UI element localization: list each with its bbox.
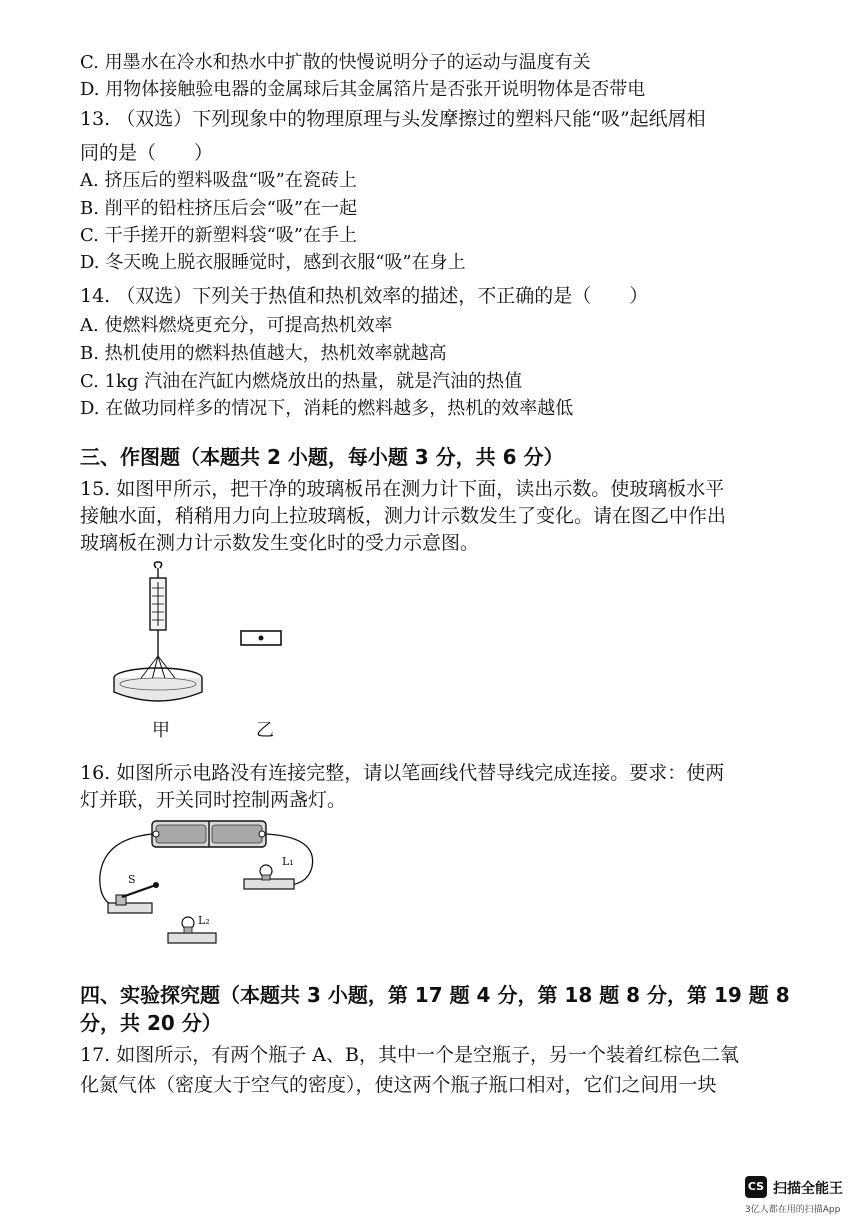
figure-yi-plate xyxy=(240,628,284,650)
option-c-12: C. 用墨水在冷水和热水中扩散的快慢说明分子的运动与温度有关 xyxy=(80,52,591,73)
lamp-l1-label: L₁ xyxy=(282,855,294,868)
watermark-tagline: 3亿人都在用的扫描App xyxy=(745,1205,841,1215)
lamp-l2-label: L₂ xyxy=(198,914,210,927)
figure-jia-spring-scale xyxy=(108,560,228,710)
option-d-12: D. 用物体接触验电器的金属球后其金属箔片是否张开说明物体是否带电 xyxy=(80,79,646,100)
question-16-line2: 灯并联，开关同时控制两盏灯。 xyxy=(80,789,347,811)
q13-option-c: C. 干手搓开的新塑料袋“吸”在手上 xyxy=(80,225,357,246)
q14-option-a: A. 使燃料燃烧更充分，可提高热机效率 xyxy=(80,315,393,336)
q14-option-d: D. 在做功同样多的情况下，消耗的燃料越多，热机的效率越低 xyxy=(80,398,574,419)
watermark-name: 扫描全能王 xyxy=(773,1181,843,1197)
question-15-line3: 玻璃板在测力计示数发生变化时的受力示意图。 xyxy=(80,532,480,554)
q13-option-a: A. 挤压后的塑料吸盘“吸”在瓷砖上 xyxy=(80,170,357,191)
section-4-heading-line2: 分，共 20 分） xyxy=(80,1011,222,1035)
figure-jia-caption: 甲 xyxy=(152,720,170,741)
section-3-heading: 三、作图题（本题共 2 小题，每小题 3 分，共 6 分） xyxy=(80,445,564,469)
question-13-line1: 13. （双选）下列现象中的物理原理与头发摩擦过的塑料尺能“吸”起纸屑相 xyxy=(80,108,706,130)
camscanner-logo-icon: CS xyxy=(745,1176,767,1198)
question-16-line1: 16. 如图所示电路没有连接完整，请以笔画线代替导线完成连接。要求：使两 xyxy=(80,762,725,784)
q13-option-b: B. 削平的铅柱挤压后会“吸”在一起 xyxy=(80,198,358,219)
section-4-heading-line1: 四、实验探究题（本题共 3 小题，第 17 题 4 分，第 18 题 8 分，第 19 题 8 xyxy=(80,983,790,1007)
question-13-line2: 同的是（ ） xyxy=(80,142,214,164)
question-14: 14. （双选）下列关于热值和热机效率的描述，不正确的是（ ） xyxy=(80,285,649,307)
question-15-line2: 接触水面，稍稍用力向上拉玻璃板，测力计示数发生了变化。请在图乙中作出 xyxy=(80,505,727,527)
question-17-line2: 化氮气体（密度大于空气的密度），使这两个瓶子瓶口相对，它们之间用一块 xyxy=(80,1074,717,1096)
q14-option-c: C. 1kg 汽油在汽缸内燃烧放出的热量，就是汽油的热值 xyxy=(80,371,523,392)
q13-option-d: D. 冬天晚上脱衣服睡觉时，感到衣服“吸”在身上 xyxy=(80,252,466,273)
question-17-line1: 17. 如图所示，有两个瓶子 A、B，其中一个是空瓶子，另一个装着红棕色二氧 xyxy=(80,1044,739,1066)
question-15-line1: 15. 如图甲所示，把干净的玻璃板吊在测力计下面，读出示数。使玻璃板水平 xyxy=(80,478,725,500)
camscanner-watermark xyxy=(745,1176,855,1216)
q14-option-b: B. 热机使用的燃料热值越大，热机效率就越高 xyxy=(80,343,447,364)
figure-yi-caption: 乙 xyxy=(256,720,274,741)
switch-label: S xyxy=(128,873,136,886)
